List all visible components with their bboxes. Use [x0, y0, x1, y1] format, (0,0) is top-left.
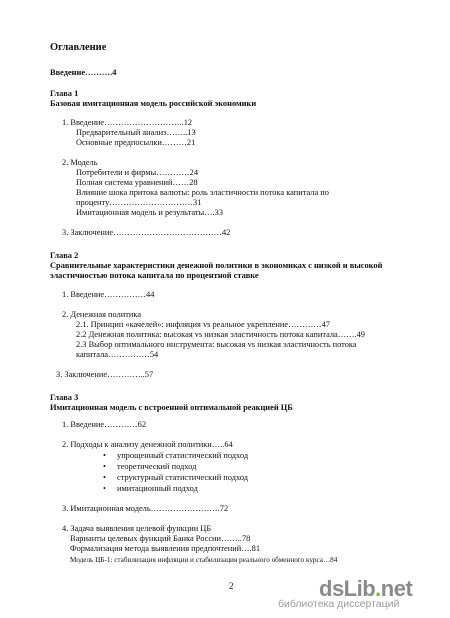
ch3-section-1: 1. Введение…………62	[62, 420, 147, 429]
ch1-section-2b: Полная система уравнений……28	[76, 178, 198, 187]
chapter-3-heading: Глава 3	[50, 393, 79, 402]
ch3-section-4c: Модель ЦБ-1: стабилизация инфляции и стабилизация реального обменного курса…84	[70, 556, 338, 564]
ch3-section-2: 2. Подходы к анализу денежной политики…..64	[62, 440, 233, 449]
ch3-bullet-2: • теоретический подход	[117, 462, 196, 472]
ch2-section-2-2: 2.2 Денежная политика: высокая vs низкая эластичность потока капитала…….49	[76, 330, 365, 339]
ch2-section-2-3-cont: капитала……………54	[76, 350, 159, 359]
ch3-bullet-4: • имитационный подход	[117, 484, 198, 494]
chapter-1-heading: Глава 1	[50, 89, 79, 98]
ch3-bullet-3: • структурный статистический подход	[117, 473, 248, 483]
toc-intro: Введение……….4	[50, 68, 117, 77]
ch1-section-2c-cont: проценту…………………………31	[76, 198, 202, 207]
ch2-section-2: 2. Денежная политика	[62, 310, 142, 319]
watermark-subtitle: библиотека диссертаций	[278, 598, 400, 610]
ch3-bullet-1: • упрощенный статистический подход	[117, 451, 248, 461]
ch2-section-2-1: 2.1. Принцип «качелей»: инфляция vs реальное укрепление…………47	[76, 320, 330, 329]
ch1-section-1a: Предварительный анализ……..13	[76, 128, 196, 137]
chapter-3-title: Имитационная модель с встроенной оптимальной реакцией ЦБ	[50, 403, 293, 412]
watermark-logo: dsLib.net	[319, 576, 413, 601]
ch1-section-2d: Имитационная модель и результаты….33	[76, 208, 224, 217]
chapter-1-title: Базовая имитационная модель российской экономики	[50, 99, 257, 108]
ch2-section-1: 1. Введение……………44	[62, 290, 155, 299]
chapter-2-title-line-2: эластичностью потока капитала по процентной ставке	[50, 271, 259, 280]
toc-title: Оглавление	[50, 42, 107, 53]
ch1-section-3: 3. Заключение…………………………………42	[62, 228, 231, 237]
ch2-section-2-3: 2.3 Выбор оптимального инструмента: высокая vs низкая эластичность потока	[76, 340, 357, 349]
ch1-section-2a: Потребители и фирмы…………24	[76, 168, 199, 177]
ch3-section-3: 3. Имитационная модель…………………….72	[62, 504, 229, 513]
ch1-section-1b: Основные предпосылки………21	[76, 138, 196, 147]
chapter-2-title-line-1: Сравнительные характеристики денежной политики в экономиках с низкой и высокой	[50, 261, 383, 270]
page-number: 2	[229, 581, 234, 591]
ch2-section-3: 3. Заключение…………..57	[56, 370, 154, 379]
ch1-section-1: 1. Введение………………………..12	[62, 118, 193, 127]
ch1-section-2c: Влияние шока притока валюты: роль эластичности потока капитала по	[76, 188, 329, 197]
ch3-section-4a: Варианты целевых функций Банка России……..78	[70, 534, 251, 543]
ch3-section-4b: Формализация метода выявления предпочтений….81	[70, 544, 261, 553]
ch3-section-4: 4. Задача выявления целевой функции ЦБ	[62, 524, 212, 533]
ch1-section-2: 2. Модель	[62, 158, 98, 167]
chapter-2-heading: Глава 2	[50, 251, 79, 260]
